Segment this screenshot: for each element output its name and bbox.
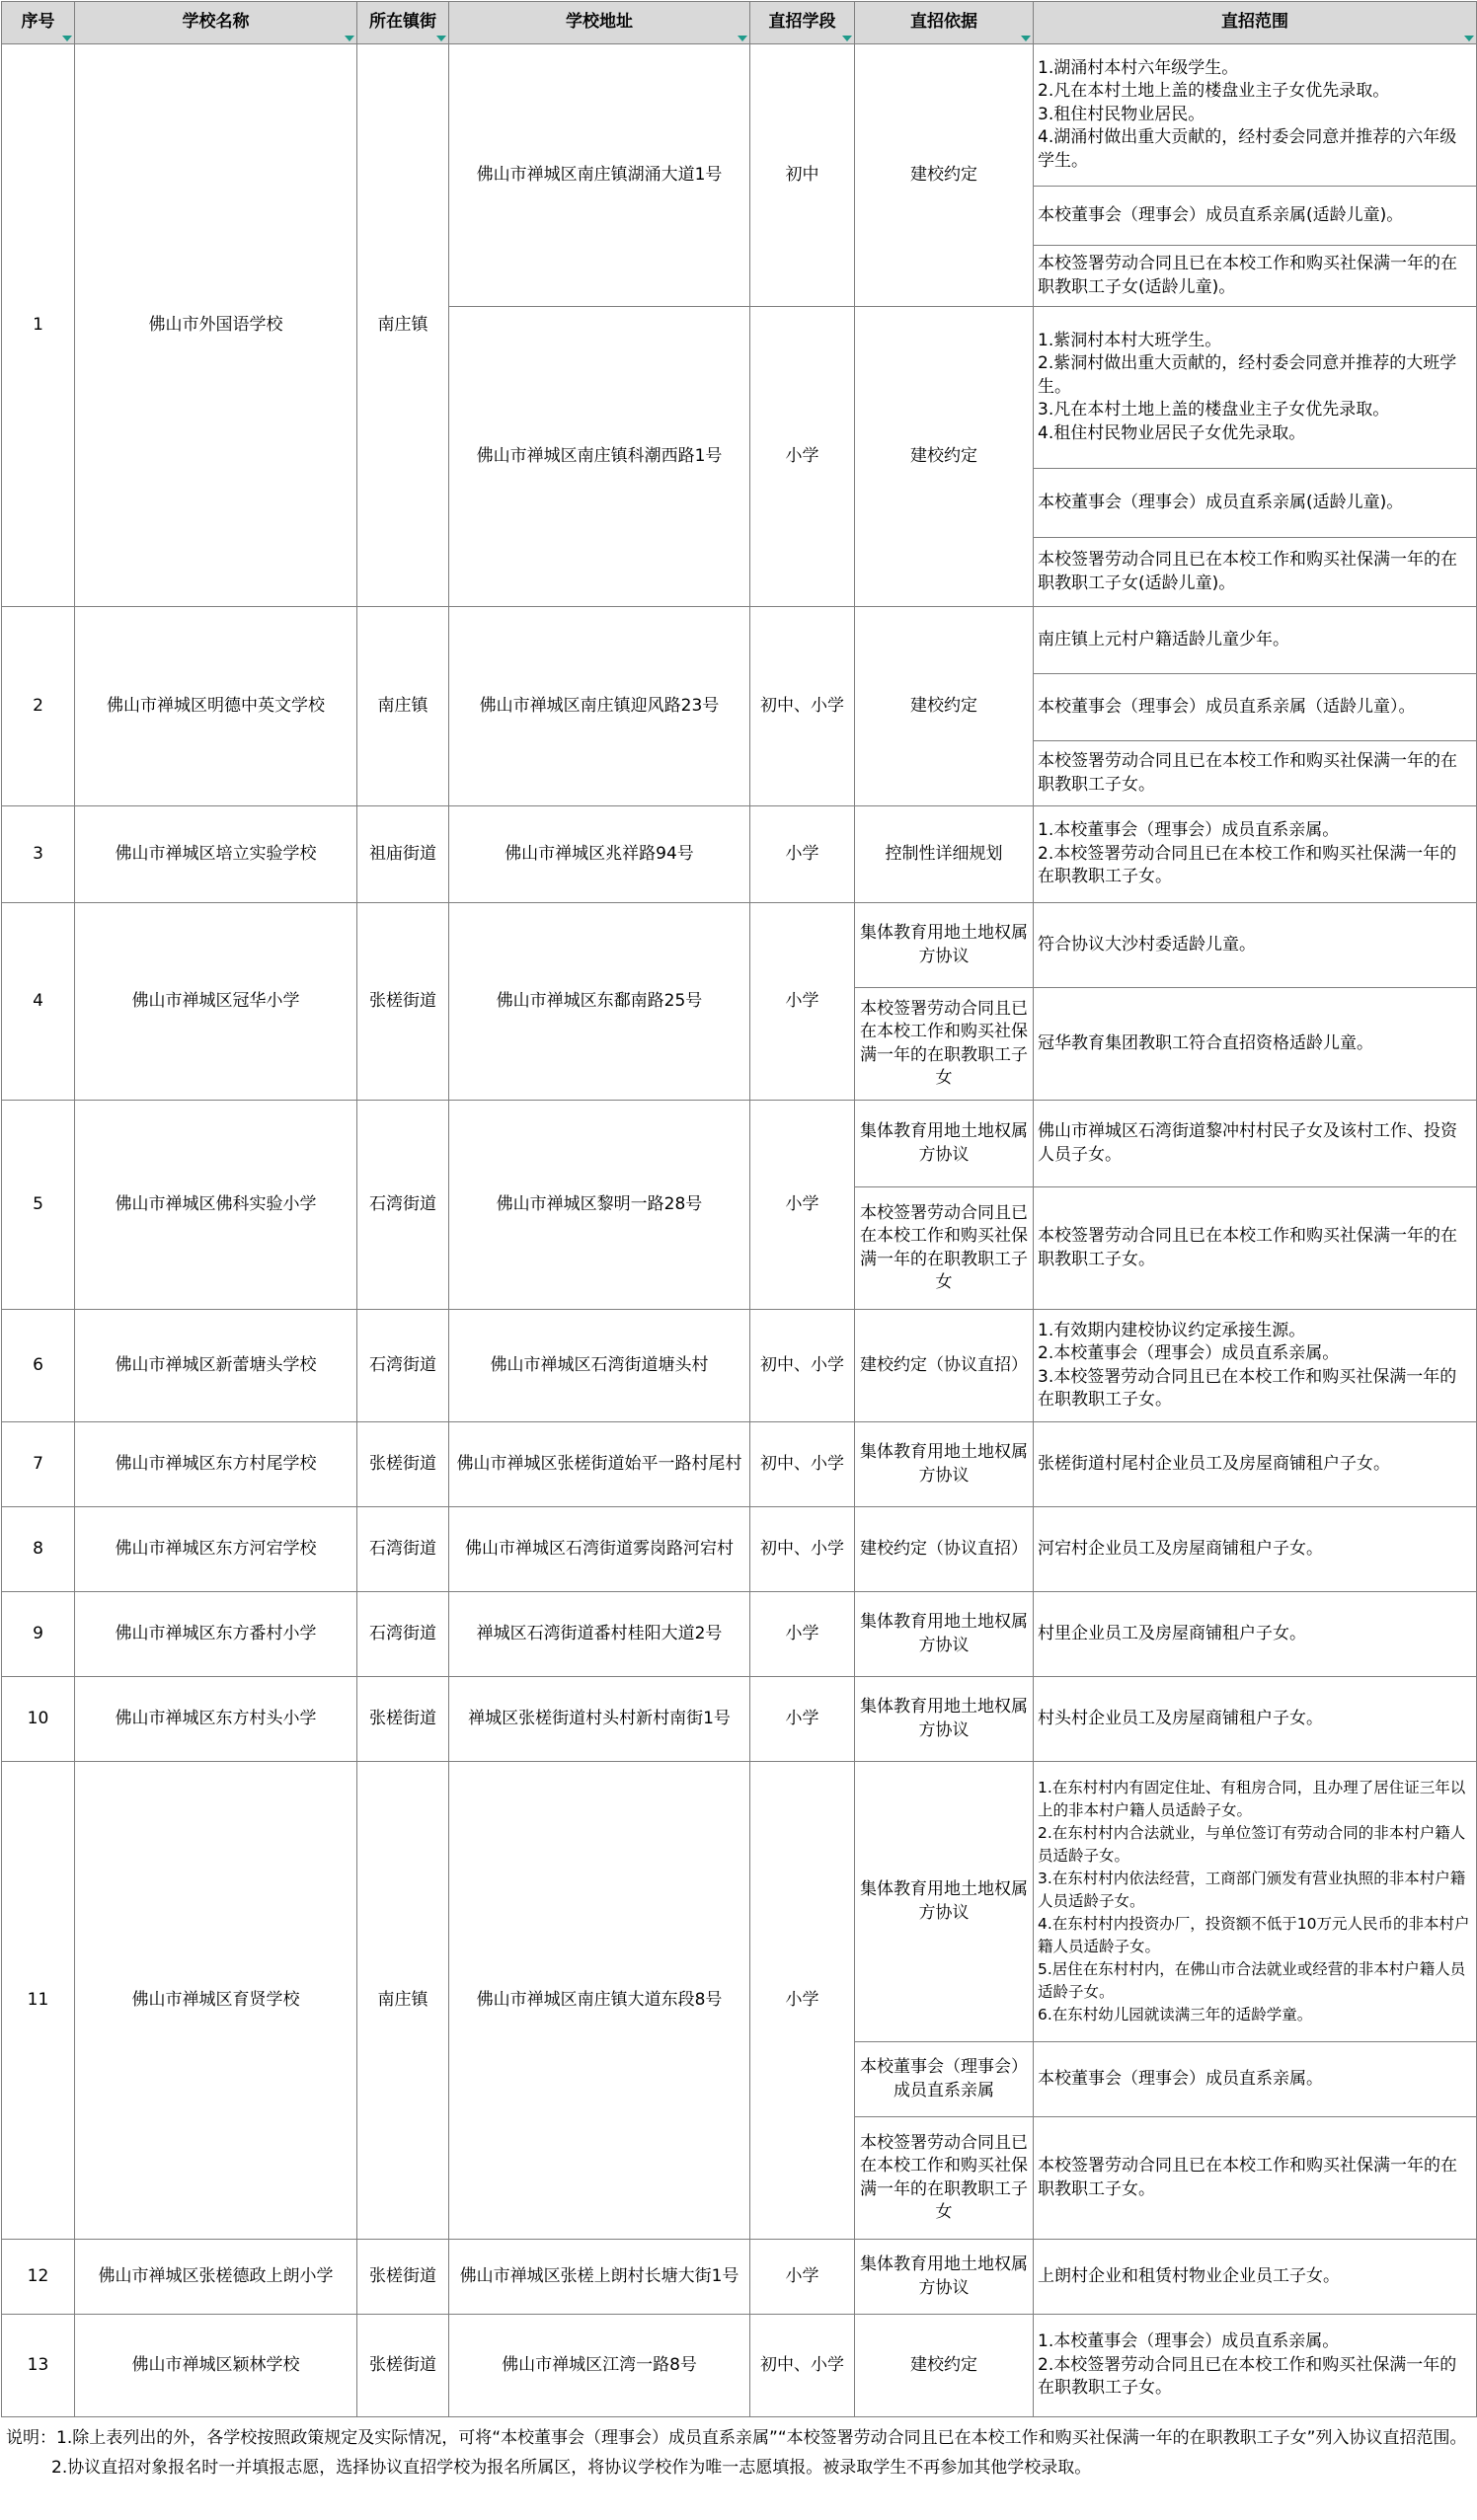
cell-stage[interactable]: 小学 bbox=[750, 307, 855, 607]
cell-address[interactable]: 禅城区张槎街道村头村新村南街1号 bbox=[449, 1677, 750, 1762]
cell-town[interactable]: 南庄镇 bbox=[357, 607, 449, 806]
cell-range[interactable]: 1.本校董事会（理事会）成员直系亲属。 2.本校签署劳动合同且已在本校工作和购买社保满一年的在职教职工子女。 bbox=[1034, 2315, 1477, 2417]
cell-town[interactable]: 南庄镇 bbox=[357, 1762, 449, 2240]
cell-basis[interactable]: 建校约定 bbox=[855, 44, 1034, 307]
cell-school-name[interactable]: 佛山市禅城区冠华小学 bbox=[75, 903, 357, 1101]
cell-no[interactable]: 12 bbox=[2, 2240, 75, 2315]
cell-stage[interactable]: 小学 bbox=[750, 903, 855, 1101]
table-row bbox=[2, 2315, 1477, 2417]
cell-stage[interactable]: 小学 bbox=[750, 806, 855, 903]
cell-range[interactable]: 1.湖涌村本村六年级学生。 2.凡在本村土地上盖的楼盘业主子女优先录取。 3.租住村民物业居民。 4.湖涌村做出重大贡献的，经村委会同意并推荐的六年级学生。 bbox=[1034, 44, 1477, 187]
cell-town[interactable]: 石湾街道 bbox=[357, 1310, 449, 1422]
table-row bbox=[2, 44, 1477, 187]
cell-stage[interactable]: 小学 bbox=[750, 1762, 855, 2240]
header-label: 所在镇街 bbox=[369, 12, 436, 33]
cell-basis[interactable]: 集体教育用地土地权属方协议 bbox=[855, 1762, 1034, 2042]
cell-no[interactable]: 13 bbox=[2, 2315, 75, 2417]
cell-address[interactable]: 佛山市禅城区兆祥路94号 bbox=[449, 806, 750, 903]
note-line: 说明：1.除上表列出的外，各学校按照政策规定及实际情况，可将“本校董事会（理事会）成员直系亲属”“本校签署劳动合同且已在本校工作和购买社保满一年的在职教职工子女”列入协议直招范围。 bbox=[6, 2428, 1467, 2448]
cell-stage[interactable]: 小学 bbox=[750, 1101, 855, 1310]
cell-range[interactable]: 村里企业员工及房屋商铺租户子女。 bbox=[1034, 1592, 1477, 1677]
cell-no[interactable]: 8 bbox=[2, 1507, 75, 1592]
cell-town[interactable]: 祖庙街道 bbox=[357, 806, 449, 903]
cell-school-name[interactable]: 佛山市禅城区育贤学校 bbox=[75, 1762, 357, 2240]
cell-town[interactable]: 南庄镇 bbox=[357, 44, 449, 607]
cell-basis[interactable]: 集体教育用地土地权属方协议 bbox=[855, 1592, 1034, 1677]
cell-range[interactable]: 本校签署劳动合同且已在本校工作和购买社保满一年的在职教职工子女。 bbox=[1034, 1187, 1477, 1310]
notes-section bbox=[0, 2417, 1473, 2482]
cell-basis[interactable]: 集体教育用地土地权属方协议 bbox=[855, 1422, 1034, 1507]
cell-stage[interactable]: 初中、小学 bbox=[750, 2315, 855, 2417]
cell-basis[interactable]: 集体教育用地土地权属方协议 bbox=[855, 2240, 1034, 2315]
header-label: 直招依据 bbox=[910, 12, 977, 33]
header-cell[interactable] bbox=[855, 2, 1034, 44]
header-label: 学校地址 bbox=[566, 12, 633, 33]
cell-no[interactable]: 10 bbox=[2, 1677, 75, 1762]
header-cell[interactable] bbox=[449, 2, 750, 44]
table-row bbox=[2, 1101, 1477, 1187]
cell-school-name[interactable]: 佛山市禅城区颖林学校 bbox=[75, 2315, 357, 2417]
cell-range[interactable]: 本校董事会（理事会）成员直系亲属(适龄儿童)。 bbox=[1034, 469, 1477, 538]
cell-stage[interactable]: 小学 bbox=[750, 2240, 855, 2315]
cell-stage[interactable]: 小学 bbox=[750, 1677, 855, 1762]
cell-school-name[interactable]: 佛山市禅城区东方村头小学 bbox=[75, 1677, 357, 1762]
cell-basis[interactable]: 本校签署劳动合同且已在本校工作和购买社保满一年的在职教职工子女 bbox=[855, 1187, 1034, 1310]
cell-address[interactable]: 佛山市禅城区石湾街道雾岗路河宕村 bbox=[449, 1507, 750, 1592]
table-row bbox=[2, 1762, 1477, 2042]
header-label: 直招范围 bbox=[1221, 12, 1288, 33]
cell-no[interactable]: 3 bbox=[2, 806, 75, 903]
cell-range[interactable]: 冠华教育集团教职工符合直招资格适龄儿童。 bbox=[1034, 988, 1477, 1101]
cell-range[interactable]: 河宕村企业员工及房屋商铺租户子女。 bbox=[1034, 1507, 1477, 1592]
cell-basis[interactable]: 控制性详细规划 bbox=[855, 806, 1034, 903]
header-cell[interactable] bbox=[2, 2, 75, 44]
table-row bbox=[2, 1422, 1477, 1507]
cell-range[interactable]: 上朗村企业和租赁村物业企业员工子女。 bbox=[1034, 2240, 1477, 2315]
cell-basis[interactable]: 本校董事会（理事会）成员直系亲属 bbox=[855, 2042, 1034, 2117]
table-row bbox=[2, 806, 1477, 903]
cell-town[interactable]: 张槎街道 bbox=[357, 2240, 449, 2315]
header-label: 直招学段 bbox=[768, 12, 836, 33]
cell-town[interactable]: 张槎街道 bbox=[357, 2315, 449, 2417]
cell-range[interactable]: 南庄镇上元村户籍适龄儿童少年。 bbox=[1034, 607, 1477, 674]
header-row bbox=[2, 2, 1477, 44]
table-row bbox=[2, 1592, 1477, 1677]
cell-address[interactable]: 佛山市禅城区江湾一路8号 bbox=[449, 2315, 750, 2417]
cell-address[interactable]: 佛山市禅城区东鄱南路25号 bbox=[449, 903, 750, 1101]
direct-enrollment-table bbox=[1, 1, 1477, 2417]
filter-dropdown-icon[interactable] bbox=[1021, 36, 1031, 41]
cell-no[interactable]: 2 bbox=[2, 607, 75, 806]
cell-school-name[interactable]: 佛山市外国语学校 bbox=[75, 44, 357, 607]
filter-dropdown-icon[interactable] bbox=[436, 36, 446, 41]
cell-basis[interactable]: 建校约定 bbox=[855, 307, 1034, 607]
cell-basis[interactable]: 本校签署劳动合同且已在本校工作和购买社保满一年的在职教职工子女 bbox=[855, 2117, 1034, 2240]
filter-dropdown-icon[interactable] bbox=[62, 36, 72, 41]
cell-stage[interactable]: 初中、小学 bbox=[750, 1507, 855, 1592]
cell-range[interactable]: 1.紫洞村本村大班学生。 2.紫洞村做出重大贡献的，经村委会同意并推荐的大班学生。 3.凡在本村土地上盖的楼盘业主子女优先录取。 4.租住村民物业居民子女优先录取。 bbox=[1034, 307, 1477, 469]
filter-dropdown-icon[interactable] bbox=[738, 36, 747, 41]
table-row bbox=[2, 1507, 1477, 1592]
cell-school-name[interactable]: 佛山市禅城区佛科实验小学 bbox=[75, 1101, 357, 1310]
filter-dropdown-icon[interactable] bbox=[842, 36, 852, 41]
cell-range[interactable]: 佛山市禅城区石湾街道黎冲村村民子女及该村工作、投资人员子女。 bbox=[1034, 1101, 1477, 1187]
cell-school-name[interactable]: 佛山市禅城区东方村尾学校 bbox=[75, 1422, 357, 1507]
cell-range[interactable]: 1.有效期内建校协议约定承接生源。 2.本校董事会（理事会）成员直系亲属。 3.本校签署劳动合同且已在本校工作和购买社保满一年的在职教职工子女。 bbox=[1034, 1310, 1477, 1422]
cell-range[interactable]: 本校董事会（理事会）成员直系亲属（适龄儿童）。 bbox=[1034, 674, 1477, 741]
cell-town[interactable]: 张槎街道 bbox=[357, 1677, 449, 1762]
cell-basis[interactable]: 建校约定（协议直招） bbox=[855, 1507, 1034, 1592]
header-cell[interactable] bbox=[1034, 2, 1477, 44]
cell-no[interactable]: 1 bbox=[2, 44, 75, 607]
cell-range[interactable]: 本校董事会（理事会）成员直系亲属。 bbox=[1034, 2042, 1477, 2117]
cell-no[interactable]: 4 bbox=[2, 903, 75, 1101]
filter-dropdown-icon[interactable] bbox=[1464, 36, 1474, 41]
table-row bbox=[2, 2240, 1477, 2315]
cell-town[interactable]: 石湾街道 bbox=[357, 1507, 449, 1592]
cell-basis[interactable]: 建校约定 bbox=[855, 607, 1034, 806]
cell-address[interactable]: 佛山市禅城区南庄镇湖涌大道1号 bbox=[449, 44, 750, 307]
header-label: 序号 bbox=[21, 12, 55, 33]
cell-no[interactable]: 9 bbox=[2, 1592, 75, 1677]
header-cell[interactable] bbox=[750, 2, 855, 44]
cell-town[interactable]: 石湾街道 bbox=[357, 1592, 449, 1677]
cell-basis[interactable]: 集体教育用地土地权属方协议 bbox=[855, 1677, 1034, 1762]
cell-school-name[interactable]: 佛山市禅城区明德中英文学校 bbox=[75, 607, 357, 806]
cell-school-name[interactable]: 佛山市禅城区培立实验学校 bbox=[75, 806, 357, 903]
header-label: 学校名称 bbox=[182, 12, 250, 33]
cell-address[interactable]: 佛山市禅城区南庄镇大道东段8号 bbox=[449, 1762, 750, 2240]
cell-basis[interactable]: 建校约定 bbox=[855, 2315, 1034, 2417]
cell-address[interactable]: 佛山市禅城区张槎街道始平一路村尾村 bbox=[449, 1422, 750, 1507]
cell-range[interactable]: 村头村企业员工及房屋商铺租户子女。 bbox=[1034, 1677, 1477, 1762]
cell-address[interactable]: 佛山市禅城区南庄镇科潮西路1号 bbox=[449, 307, 750, 607]
cell-no[interactable]: 6 bbox=[2, 1310, 75, 1422]
cell-no[interactable]: 11 bbox=[2, 1762, 75, 2240]
cell-range[interactable]: 本校签署劳动合同且已在本校工作和购买社保满一年的在职教职工子女。 bbox=[1034, 2117, 1477, 2240]
cell-range[interactable]: 本校董事会（理事会）成员直系亲属(适龄儿童)。 bbox=[1034, 187, 1477, 246]
header-cell[interactable] bbox=[75, 2, 357, 44]
filter-dropdown-icon[interactable] bbox=[345, 36, 354, 41]
cell-address[interactable]: 佛山市禅城区石湾街道塘头村 bbox=[449, 1310, 750, 1422]
cell-basis[interactable]: 本校签署劳动合同且已在本校工作和购买社保满一年的在职教职工子女 bbox=[855, 988, 1034, 1101]
table-row bbox=[2, 903, 1477, 988]
cell-stage[interactable]: 初中、小学 bbox=[750, 607, 855, 806]
cell-school-name[interactable]: 佛山市禅城区东方河宕学校 bbox=[75, 1507, 357, 1592]
cell-address[interactable]: 佛山市禅城区南庄镇迎风路23号 bbox=[449, 607, 750, 806]
cell-stage[interactable]: 初中、小学 bbox=[750, 1422, 855, 1507]
cell-school-name[interactable]: 佛山市禅城区新蕾塘头学校 bbox=[75, 1310, 357, 1422]
table-row bbox=[2, 607, 1477, 674]
cell-stage[interactable]: 初中、小学 bbox=[750, 1310, 855, 1422]
cell-stage[interactable]: 小学 bbox=[750, 1592, 855, 1677]
cell-address[interactable]: 禅城区石湾街道番村桂阳大道2号 bbox=[449, 1592, 750, 1677]
table-row bbox=[2, 1310, 1477, 1422]
cell-basis[interactable]: 集体教育用地土地权属方协议 bbox=[855, 1101, 1034, 1187]
cell-address[interactable]: 佛山市禅城区黎明一路28号 bbox=[449, 1101, 750, 1310]
cell-address[interactable]: 佛山市禅城区张槎上朗村长塘大街1号 bbox=[449, 2240, 750, 2315]
header-cell[interactable] bbox=[357, 2, 449, 44]
cell-town[interactable]: 张槎街道 bbox=[357, 903, 449, 1101]
cell-town[interactable]: 张槎街道 bbox=[357, 1422, 449, 1507]
cell-range[interactable]: 本校签署劳动合同且已在本校工作和购买社保满一年的在职教职工子女。 bbox=[1034, 741, 1477, 806]
table-row bbox=[2, 1677, 1477, 1762]
cell-school-name[interactable]: 佛山市禅城区张槎德政上朗小学 bbox=[75, 2240, 357, 2315]
cell-school-name[interactable]: 佛山市禅城区东方番村小学 bbox=[75, 1592, 357, 1677]
cell-range[interactable]: 符合协议大沙村委适龄儿童。 bbox=[1034, 903, 1477, 988]
cell-town[interactable]: 石湾街道 bbox=[357, 1101, 449, 1310]
cell-no[interactable]: 5 bbox=[2, 1101, 75, 1310]
cell-range[interactable]: 1.在东村村内有固定住址、有租房合同，且办理了居住证三年以上的非本村户籍人员适龄子女。 2.在东村村内合法就业，与单位签订有劳动合同的非本村户籍人员适龄子女。 3.在东村村内依法经营，工商部门颁发有营业执照的非本村户籍人员适龄子女。 4.在东村村内投资办厂，投资额不低于10万元人民币的非本村户籍人员适龄子女。 5.居住在东村村内，在佛山市合法就业或经营的非本村户籍人员适龄子女。 6.在东村幼儿园就读满三年的适龄学童。 bbox=[1034, 1762, 1477, 2042]
cell-stage[interactable]: 初中 bbox=[750, 44, 855, 307]
cell-range[interactable]: 本校签署劳动合同且已在本校工作和购买社保满一年的在职教职工子女(适龄儿童)。 bbox=[1034, 538, 1477, 607]
cell-range[interactable]: 1.本校董事会（理事会）成员直系亲属。 2.本校签署劳动合同且已在本校工作和购买社保满一年的在职教职工子女。 bbox=[1034, 806, 1477, 903]
note-line: 2.协议直招对象报名时一并填报志愿，选择协议直招学校为报名所属区，将协议学校作为唯一志愿填报。被录取学生不再参加其他学校录取。 bbox=[51, 2458, 1092, 2478]
cell-basis[interactable]: 建校约定（协议直招） bbox=[855, 1310, 1034, 1422]
spreadsheet-sheet bbox=[0, 1, 1477, 2482]
cell-no[interactable]: 7 bbox=[2, 1422, 75, 1507]
cell-basis[interactable]: 集体教育用地土地权属方协议 bbox=[855, 903, 1034, 988]
cell-range[interactable]: 本校签署劳动合同且已在本校工作和购买社保满一年的在职教职工子女(适龄儿童)。 bbox=[1034, 246, 1477, 307]
cell-range[interactable]: 张槎街道村尾村企业员工及房屋商铺租户子女。 bbox=[1034, 1422, 1477, 1507]
